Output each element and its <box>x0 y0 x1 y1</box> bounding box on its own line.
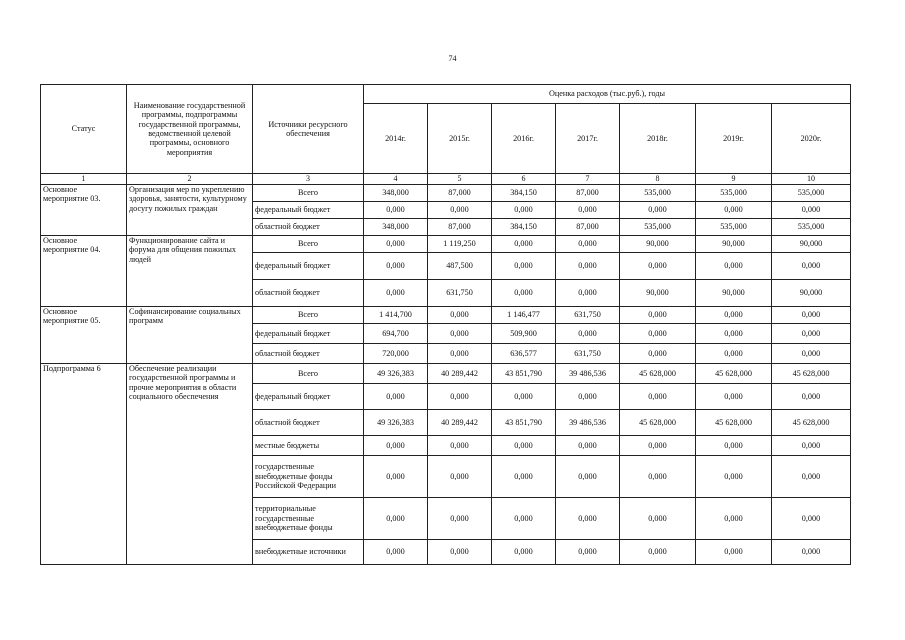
value-cell: 0,000 <box>428 384 492 410</box>
value-cell: 0,000 <box>772 253 851 280</box>
value-cell: 0,000 <box>696 540 772 565</box>
value-cell: 39 486,536 <box>556 364 620 384</box>
value-cell: 0,000 <box>772 498 851 540</box>
value-cell: 0,000 <box>772 344 851 364</box>
source-cell: федеральный бюджет <box>253 384 364 410</box>
value-cell: 0,000 <box>364 384 428 410</box>
source-cell: федеральный бюджет <box>253 253 364 280</box>
value-cell: 1 414,700 <box>364 307 428 324</box>
value-cell: 45 628,000 <box>696 364 772 384</box>
index-cell: 6 <box>492 174 556 185</box>
value-cell: 49 326,383 <box>364 410 428 436</box>
header-year: 2014г. <box>364 104 428 174</box>
source-cell: областной бюджет <box>253 344 364 364</box>
value-cell: 631,750 <box>556 344 620 364</box>
header-status: Статус <box>41 85 127 174</box>
value-cell: 535,000 <box>772 219 851 236</box>
value-cell: 0,000 <box>492 498 556 540</box>
value-cell: 348,000 <box>364 219 428 236</box>
value-cell: 0,000 <box>428 202 492 219</box>
value-cell: 45 628,000 <box>620 364 696 384</box>
value-cell: 0,000 <box>696 307 772 324</box>
header-estimate: Оценка расходов (тыс.руб.), годы <box>364 85 851 104</box>
value-cell: 0,000 <box>428 456 492 498</box>
value-cell: 0,000 <box>696 456 772 498</box>
index-cell: 8 <box>620 174 696 185</box>
value-cell: 0,000 <box>620 436 696 456</box>
value-cell: 90,000 <box>696 280 772 307</box>
value-cell: 0,000 <box>556 436 620 456</box>
table-row <box>41 364 851 384</box>
value-cell: 0,000 <box>428 324 492 344</box>
value-cell: 0,000 <box>428 436 492 456</box>
value-cell: 0,000 <box>620 202 696 219</box>
name-cell: Функционирование сайта и форума для общения пожилых людей <box>127 236 253 307</box>
table-row <box>41 307 851 324</box>
name-cell: Софинансирование социальных программ <box>127 307 253 364</box>
value-cell: 535,000 <box>620 185 696 202</box>
value-cell: 535,000 <box>696 219 772 236</box>
value-cell: 90,000 <box>772 280 851 307</box>
header-sources: Источники ресурсного обеспечения <box>253 85 364 174</box>
value-cell: 87,000 <box>428 219 492 236</box>
value-cell: 0,000 <box>772 307 851 324</box>
header-year: 2018г. <box>620 104 696 174</box>
index-cell: 1 <box>41 174 127 185</box>
source-cell: Всего <box>253 364 364 384</box>
budget-table <box>40 84 851 565</box>
index-cell: 5 <box>428 174 492 185</box>
table-row <box>41 236 851 253</box>
value-cell: 0,000 <box>772 202 851 219</box>
value-cell: 631,750 <box>428 280 492 307</box>
value-cell: 0,000 <box>556 236 620 253</box>
value-cell: 0,000 <box>556 498 620 540</box>
name-cell: Обеспечение реализации государственной программы и прочие мероприятия в области социального обеспечения <box>127 364 253 565</box>
index-cell: 9 <box>696 174 772 185</box>
value-cell: 1 119,250 <box>428 236 492 253</box>
value-cell: 384,150 <box>492 185 556 202</box>
source-cell: внебюджетные источники <box>253 540 364 565</box>
value-cell: 90,000 <box>620 280 696 307</box>
value-cell: 535,000 <box>772 185 851 202</box>
value-cell: 0,000 <box>364 540 428 565</box>
value-cell: 0,000 <box>556 202 620 219</box>
header-year: 2016г. <box>492 104 556 174</box>
value-cell: 0,000 <box>620 498 696 540</box>
value-cell: 39 486,536 <box>556 410 620 436</box>
value-cell: 0,000 <box>696 384 772 410</box>
value-cell: 0,000 <box>696 344 772 364</box>
value-cell: 87,000 <box>428 185 492 202</box>
value-cell: 0,000 <box>772 324 851 344</box>
value-cell: 0,000 <box>492 236 556 253</box>
source-cell: федеральный бюджет <box>253 324 364 344</box>
value-cell: 0,000 <box>428 307 492 324</box>
value-cell: 87,000 <box>556 185 620 202</box>
value-cell: 0,000 <box>556 280 620 307</box>
value-cell: 45 628,000 <box>772 364 851 384</box>
value-cell: 43 851,790 <box>492 410 556 436</box>
value-cell: 90,000 <box>696 236 772 253</box>
value-cell: 0,000 <box>772 436 851 456</box>
value-cell: 0,000 <box>620 307 696 324</box>
source-cell: государственные внебюджетные фонды Российской Федерации <box>253 456 364 498</box>
value-cell: 0,000 <box>620 384 696 410</box>
value-cell: 0,000 <box>556 253 620 280</box>
status-cell: Основное мероприятие 03. <box>41 185 127 236</box>
value-cell: 509,900 <box>492 324 556 344</box>
value-cell: 49 326,383 <box>364 364 428 384</box>
value-cell: 43 851,790 <box>492 364 556 384</box>
value-cell: 0,000 <box>620 456 696 498</box>
source-cell: Всего <box>253 307 364 324</box>
value-cell: 90,000 <box>620 236 696 253</box>
value-cell: 0,000 <box>556 324 620 344</box>
source-cell: Всего <box>253 236 364 253</box>
value-cell: 0,000 <box>620 253 696 280</box>
value-cell: 0,000 <box>696 202 772 219</box>
header-year: 2020г. <box>772 104 851 174</box>
value-cell: 348,000 <box>364 185 428 202</box>
value-cell: 45 628,000 <box>696 410 772 436</box>
header-year: 2015г. <box>428 104 492 174</box>
value-cell: 694,700 <box>364 324 428 344</box>
header-year: 2017г. <box>556 104 620 174</box>
index-row <box>41 174 851 185</box>
value-cell: 0,000 <box>364 436 428 456</box>
value-cell: 0,000 <box>492 540 556 565</box>
value-cell: 40 289,442 <box>428 364 492 384</box>
value-cell: 0,000 <box>364 498 428 540</box>
table-row <box>41 185 851 202</box>
status-cell: Основное мероприятие 05. <box>41 307 127 364</box>
value-cell: 45 628,000 <box>772 410 851 436</box>
value-cell: 0,000 <box>772 540 851 565</box>
value-cell: 0,000 <box>428 344 492 364</box>
value-cell: 0,000 <box>696 253 772 280</box>
value-cell: 0,000 <box>772 384 851 410</box>
value-cell: 0,000 <box>364 202 428 219</box>
value-cell: 0,000 <box>492 202 556 219</box>
value-cell: 0,000 <box>364 280 428 307</box>
header-name: Наименование государственной программы, подпрограммы государственной программы, ведомственной целевой программы, основного мероприятия <box>127 85 253 174</box>
source-cell: областной бюджет <box>253 219 364 236</box>
value-cell: 90,000 <box>772 236 851 253</box>
index-cell: 7 <box>556 174 620 185</box>
value-cell: 0,000 <box>620 344 696 364</box>
header-row-1 <box>41 85 851 104</box>
value-cell: 0,000 <box>772 456 851 498</box>
value-cell: 0,000 <box>556 456 620 498</box>
value-cell: 1 146,477 <box>492 307 556 324</box>
header-year: 2019г. <box>696 104 772 174</box>
value-cell: 0,000 <box>492 253 556 280</box>
value-cell: 0,000 <box>428 540 492 565</box>
value-cell: 0,000 <box>492 384 556 410</box>
value-cell: 535,000 <box>696 185 772 202</box>
status-cell: Подпрограмма 6 <box>41 364 127 565</box>
value-cell: 0,000 <box>492 436 556 456</box>
value-cell: 384,150 <box>492 219 556 236</box>
value-cell: 0,000 <box>492 280 556 307</box>
value-cell: 0,000 <box>696 436 772 456</box>
source-cell: территориальные государственные внебюджетные фонды <box>253 498 364 540</box>
value-cell: 636,577 <box>492 344 556 364</box>
index-cell: 4 <box>364 174 428 185</box>
index-cell: 10 <box>772 174 851 185</box>
value-cell: 0,000 <box>492 456 556 498</box>
index-cell: 2 <box>127 174 253 185</box>
value-cell: 487,500 <box>428 253 492 280</box>
page-number: 74 <box>448 54 457 63</box>
value-cell: 0,000 <box>556 540 620 565</box>
value-cell: 631,750 <box>556 307 620 324</box>
status-cell: Основное мероприятие 04. <box>41 236 127 307</box>
value-cell: 0,000 <box>364 456 428 498</box>
value-cell: 0,000 <box>364 236 428 253</box>
value-cell: 0,000 <box>428 498 492 540</box>
value-cell: 0,000 <box>696 324 772 344</box>
value-cell: 0,000 <box>556 384 620 410</box>
value-cell: 720,000 <box>364 344 428 364</box>
name-cell: Организация мер по укреплению здоровья, занятости, культурному досугу пожилых граждан <box>127 185 253 236</box>
value-cell: 0,000 <box>620 540 696 565</box>
source-cell: Всего <box>253 185 364 202</box>
value-cell: 87,000 <box>556 219 620 236</box>
value-cell: 0,000 <box>364 253 428 280</box>
source-cell: областной бюджет <box>253 280 364 307</box>
source-cell: местные бюджеты <box>253 436 364 456</box>
source-cell: областной бюджет <box>253 410 364 436</box>
source-cell: федеральный бюджет <box>253 202 364 219</box>
value-cell: 0,000 <box>620 324 696 344</box>
value-cell: 40 289,442 <box>428 410 492 436</box>
index-cell: 3 <box>253 174 364 185</box>
value-cell: 45 628,000 <box>620 410 696 436</box>
value-cell: 0,000 <box>696 498 772 540</box>
value-cell: 535,000 <box>620 219 696 236</box>
